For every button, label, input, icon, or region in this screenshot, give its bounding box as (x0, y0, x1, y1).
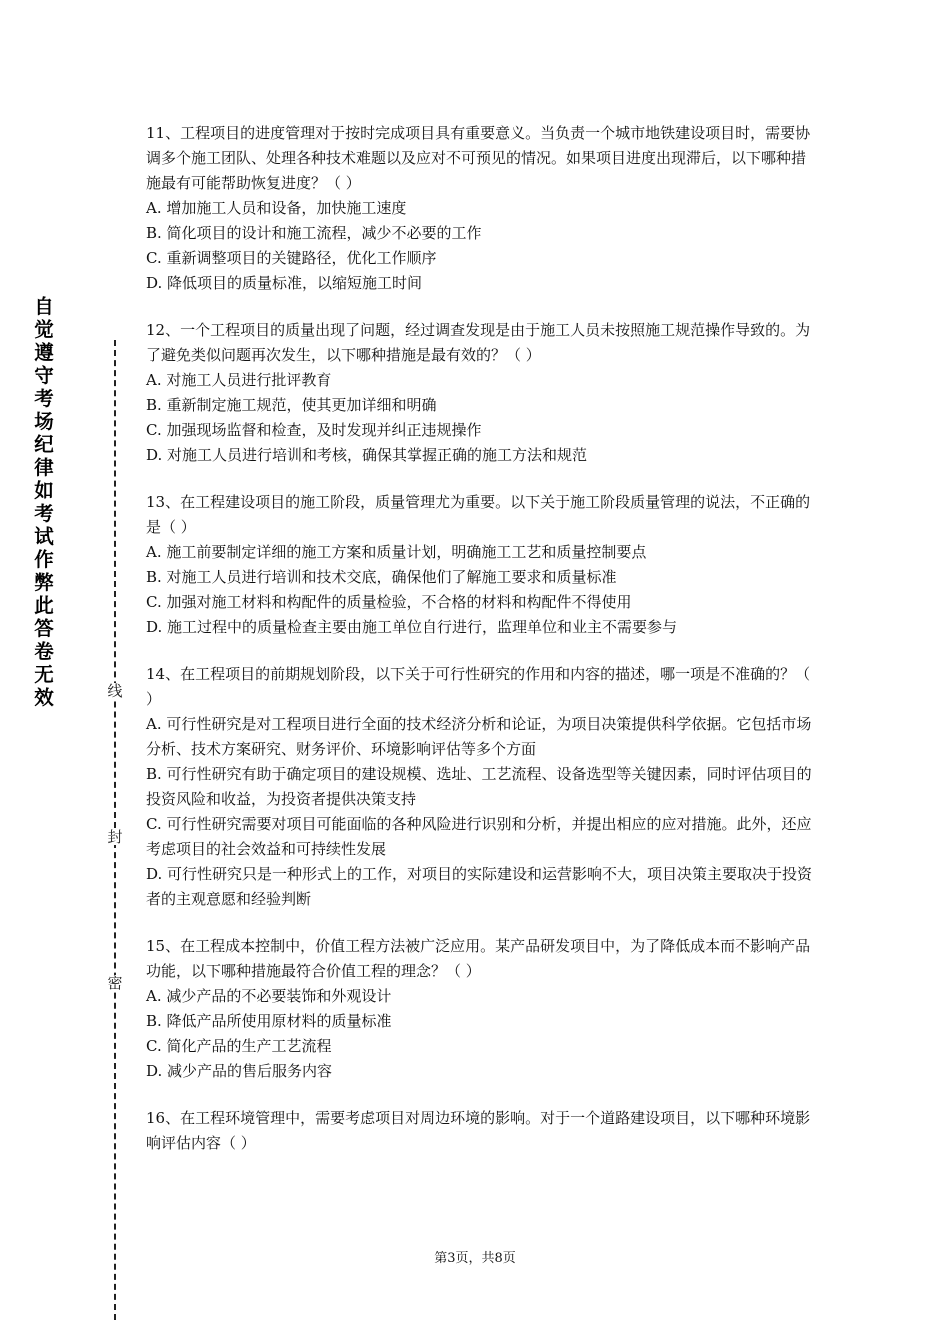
option-d: D. 对施工人员进行培训和考核，确保其掌握正确的施工方法和规范 (146, 446, 588, 464)
question-stem: 11、工程项目的进度管理对于按时完成项目具有重要意义。当负责一个城市地铁建设项目时，需要协调多个施工团队、处理各种技术难题以及应对不可预见的情况。如果项目进度出现滞后，以下哪种措施最有可能帮助恢复进度？（ ） (146, 124, 811, 192)
question-stem: 16、在工程环境管理中，需要考虑项目对周边环境的影响。对于一个道路建设项目，以下哪种环境影响评估内容（ ） (146, 1109, 811, 1152)
question-stem: 14、在工程项目的前期规划阶段，以下关于可行性研究的作用和内容的描述，哪一项是不准确的？（ ） (146, 665, 811, 708)
option-c: C. 可行性研究需要对项目可能面临的各种风险进行识别和分析，并提出相应的应对措施。此外，还应考虑项目的社会效益和可持续性发展 (146, 815, 812, 858)
question-stem: 15、在工程成本控制中，价值工程方法被广泛应用。某产品研发项目中，为了降低成本而不影响产品功能，以下哪种措施最符合价值工程的理念？（ ） (146, 937, 811, 980)
option-a: A. 增加施工人员和设备，加快施工速度 (146, 199, 407, 217)
option-b: B. 重新制定施工规范，使其更加详细和明确 (146, 396, 437, 414)
question-15 (146, 934, 814, 1084)
option-d: D. 施工过程中的质量检查主要由施工单位自行进行，监理单位和业主不需要参与 (146, 618, 678, 636)
option-b: B. 简化项目的设计和施工流程，减少不必要的工作 (146, 224, 482, 242)
binding-label-line: 线 (107, 682, 123, 700)
option-c: C. 加强现场监督和检查，及时发现并纠正违规操作 (146, 421, 482, 439)
option-b: B. 对施工人员进行培训和技术交底，确保他们了解施工要求和质量标准 (146, 568, 617, 586)
page-number: 第3页，共8页 (434, 1251, 516, 1266)
binding-label-seal: 封 (107, 828, 123, 846)
binding-label-secret: 密 (107, 974, 123, 992)
question-list (146, 121, 814, 1178)
option-c: C. 简化产品的生产工艺流程 (146, 1037, 332, 1055)
question-14 (146, 662, 814, 912)
question-13 (146, 490, 814, 640)
exam-discipline-warning: 自觉遵守考场纪律如考试作弊此答卷无效 (34, 295, 54, 709)
option-c: C. 重新调整项目的关键路径，优化工作顺序 (146, 249, 437, 267)
question-stem: 12、一个工程项目的质量出现了问题，经过调查发现是由于施工人员未按照施工规范操作导致的。为了避免类似问题再次发生，以下哪种措施是最有效的？（ ） (146, 321, 811, 364)
question-16 (146, 1106, 814, 1156)
option-a: A. 可行性研究是对工程项目进行全面的技术经济分析和论证，为项目决策提供科学依据。它包括市场分析、技术方案研究、财务评价、环境影响评估等多个方面 (146, 715, 812, 758)
option-a: A. 施工前要制定详细的施工方案和质量计划，明确施工工艺和质量控制要点 (146, 543, 647, 561)
option-a: A. 减少产品的不必要装饰和外观设计 (146, 987, 392, 1005)
question-11 (146, 121, 814, 296)
option-d: D. 减少产品的售后服务内容 (146, 1062, 333, 1080)
option-b: B. 可行性研究有助于确定项目的建设规模、选址、工艺流程、设备选型等关键因素，同时评估项目的投资风险和收益，为投资者提供决策支持 (146, 765, 812, 808)
option-b: B. 降低产品所使用原材料的质量标准 (146, 1012, 392, 1030)
option-d: D. 可行性研究只是一种形式上的工作，对项目的实际建设和运营影响不大，项目决策主要取决于投资者的主观意愿和经验判断 (146, 865, 813, 908)
question-stem: 13、在工程建设项目的施工阶段，质量管理尤为重要。以下关于施工阶段质量管理的说法，不正确的是（ ） (146, 493, 811, 536)
option-d: D. 降低项目的质量标准，以缩短施工时间 (146, 274, 423, 292)
option-c: C. 加强对施工材料和构配件的质量检验，不合格的材料和构配件不得使用 (146, 593, 632, 611)
option-a: A. 对施工人员进行批评教育 (146, 371, 332, 389)
question-12 (146, 318, 814, 468)
